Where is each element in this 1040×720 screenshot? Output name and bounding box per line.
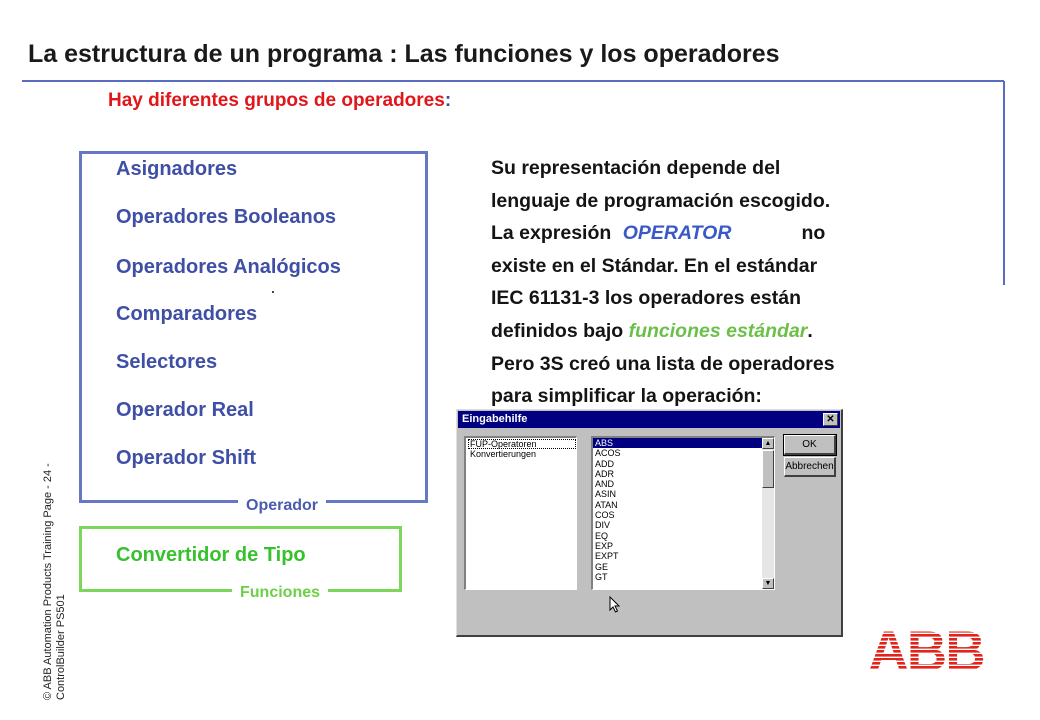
list-item[interactable]: ACOS xyxy=(595,448,621,459)
description-text: . xyxy=(807,319,813,342)
abb-logo xyxy=(864,626,988,672)
operator-list-scrollbar[interactable] xyxy=(762,438,774,589)
list-item[interactable]: GE xyxy=(595,561,609,572)
operator-item-asignadores: Asignadores xyxy=(116,158,238,180)
function-group-label: Funciones xyxy=(232,584,328,602)
footer-text xyxy=(42,463,68,700)
dialog-title-bar xyxy=(458,411,840,428)
scroll-up-icon[interactable]: ▲ xyxy=(762,438,774,449)
right-divider xyxy=(1003,81,1005,285)
ok-button[interactable]: OK xyxy=(784,435,836,455)
operator-item-shift: Operador Shift xyxy=(116,447,257,469)
operator-item-real: Operador Real xyxy=(116,399,254,421)
cancel-button[interactable]: Abbrechen xyxy=(784,457,836,477)
list-item[interactable]: ATAN xyxy=(595,499,618,510)
operator-list[interactable] xyxy=(591,436,775,590)
list-item[interactable]: EQ xyxy=(595,530,609,541)
list-item[interactable]: ASIN xyxy=(595,489,617,500)
category-list[interactable] xyxy=(464,436,577,590)
operator-group-label: Operador xyxy=(238,497,326,515)
description-text: no xyxy=(801,222,826,245)
list-item[interactable]: Konvertierungen xyxy=(470,449,537,460)
slide-title: La estructura de un programa : Las funciones y los operadores xyxy=(28,40,780,68)
scroll-down-icon[interactable]: ▼ xyxy=(762,578,774,589)
title-divider xyxy=(22,80,1004,82)
footer-line: © ABB Automation Products Training Page - 24 - xyxy=(42,463,54,700)
logo-lettering: ABB xyxy=(868,626,984,672)
scrollbar-thumb[interactable] xyxy=(762,450,774,488)
subtitle-text: Hay diferentes grupos de operadores xyxy=(108,90,445,111)
description-line: lenguaje de programación escogido. xyxy=(491,189,831,212)
list-item[interactable]: ADD xyxy=(595,458,615,469)
description-text: definidos bajo xyxy=(491,319,629,342)
description-line xyxy=(491,315,981,348)
operator-item-booleanos: Operadores Booleanos xyxy=(116,206,337,228)
list-item[interactable]: GT xyxy=(595,571,608,582)
description-line: Pero 3S creó una lista de operadores xyxy=(491,352,835,375)
list-item[interactable]: ABS xyxy=(593,438,762,448)
list-item[interactable]: ADR xyxy=(595,468,615,479)
description-paragraph xyxy=(491,152,981,413)
close-icon[interactable]: ✕ xyxy=(823,413,838,426)
list-item[interactable]: COS xyxy=(595,510,615,521)
subtitle-colon: : xyxy=(444,90,452,111)
list-item[interactable]: AND xyxy=(595,479,615,490)
function-item-convertidor: Convertidor de Tipo xyxy=(116,544,306,566)
description-line: para simplificar la operación: xyxy=(491,385,762,408)
operator-item-analogicos: Operadores Analógicos xyxy=(116,256,341,278)
list-item[interactable]: EXP xyxy=(595,540,614,551)
operator-item-comparadores: Comparadores xyxy=(116,303,258,325)
mouse-pointer-icon xyxy=(609,596,620,613)
slide-subtitle xyxy=(108,90,451,112)
operator-item-selectores: Selectores xyxy=(116,351,218,373)
stray-dot xyxy=(272,291,274,293)
description-line xyxy=(491,217,981,250)
standard-functions-keyword: funciones estándar xyxy=(628,319,808,342)
input-help-dialog xyxy=(456,409,843,637)
description-text: La expresión xyxy=(491,222,617,245)
description-line: existe en el Stándar. En el estándar xyxy=(491,254,818,277)
dialog-title: Eingabehilfe xyxy=(462,413,528,425)
description-line: Su representación depende del xyxy=(491,157,781,179)
list-item[interactable]: DIV xyxy=(595,520,611,531)
list-item[interactable]: EXPT xyxy=(595,551,619,562)
operator-keyword: OPERATOR xyxy=(622,222,732,245)
footer-line: ControlBuilder PS501 xyxy=(55,594,67,700)
description-line: IEC 61131-3 los operadores están xyxy=(491,287,801,310)
list-item[interactable]: FUP-Operatoren xyxy=(468,439,576,449)
